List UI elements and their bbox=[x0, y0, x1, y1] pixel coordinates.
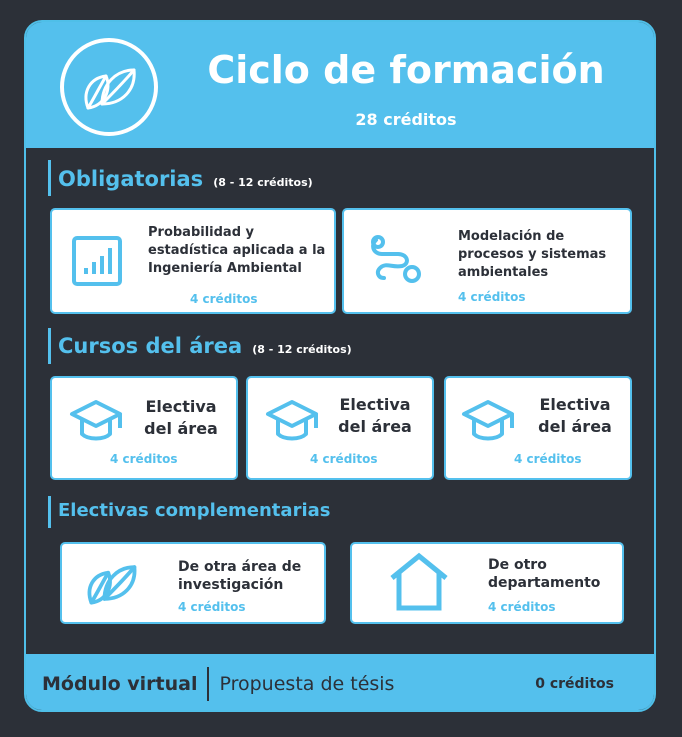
leaves-icon bbox=[82, 554, 140, 612]
leaves-icon bbox=[60, 38, 158, 136]
course-card bbox=[50, 376, 238, 480]
course-card bbox=[246, 376, 434, 480]
course-title: Probabilidad y estadística aplicada a la Ingeniería Ambiental bbox=[148, 225, 326, 276]
course-credits: 4 créditos bbox=[110, 452, 178, 466]
course-credits: 4 créditos bbox=[190, 292, 258, 306]
route-icon bbox=[368, 234, 426, 286]
section-marker bbox=[48, 496, 51, 528]
course-title: De otra área de investigación bbox=[178, 559, 302, 593]
graduation-cap-icon bbox=[264, 398, 320, 442]
course-title: Electiva del área bbox=[338, 395, 412, 436]
course-credits: 4 créditos bbox=[178, 600, 246, 614]
page-title: Ciclo de formación bbox=[207, 48, 605, 92]
footer-divider bbox=[207, 667, 209, 701]
section-range: (8 - 12 créditos) bbox=[213, 176, 313, 189]
course-card bbox=[350, 542, 624, 624]
course-card bbox=[342, 208, 632, 314]
footer-banner bbox=[26, 654, 654, 712]
header-banner bbox=[26, 22, 654, 148]
graduation-cap-icon bbox=[460, 398, 516, 442]
section-heading-cursos-area bbox=[58, 334, 352, 358]
course-card bbox=[50, 208, 336, 314]
formation-cycle-diagram bbox=[24, 20, 656, 712]
section-heading-electivas bbox=[58, 500, 330, 521]
course-credits: 4 créditos bbox=[458, 290, 526, 304]
section-title: Electivas complementarias bbox=[58, 500, 331, 521]
footer-credits: 0 créditos bbox=[535, 676, 614, 692]
course-title: De otro departamento bbox=[488, 557, 601, 591]
course-credits: 4 créditos bbox=[310, 452, 378, 466]
course-title: Modelación de procesos y sistemas ambientales bbox=[458, 229, 607, 280]
graduation-cap-icon bbox=[68, 398, 124, 442]
course-title: Electiva del área bbox=[538, 395, 612, 436]
section-range: (8 - 12 créditos) bbox=[252, 343, 352, 356]
section-marker bbox=[48, 160, 51, 196]
course-title: Electiva del área bbox=[144, 397, 218, 438]
bar-chart-icon bbox=[70, 234, 124, 288]
section-heading-obligatorias bbox=[58, 167, 313, 191]
course-card bbox=[444, 376, 632, 480]
section-title: Cursos del área bbox=[58, 334, 243, 358]
course-credits: 4 créditos bbox=[514, 452, 582, 466]
course-credits: 4 créditos bbox=[488, 600, 556, 614]
virtual-module-label: Módulo virtual bbox=[42, 673, 198, 695]
section-marker bbox=[48, 328, 51, 364]
house-icon bbox=[388, 550, 450, 612]
thesis-proposal-label: Propuesta de tésis bbox=[219, 673, 395, 695]
total-credits: 28 créditos bbox=[355, 110, 457, 129]
course-card bbox=[60, 542, 326, 624]
section-title: Obligatorias bbox=[58, 167, 204, 191]
